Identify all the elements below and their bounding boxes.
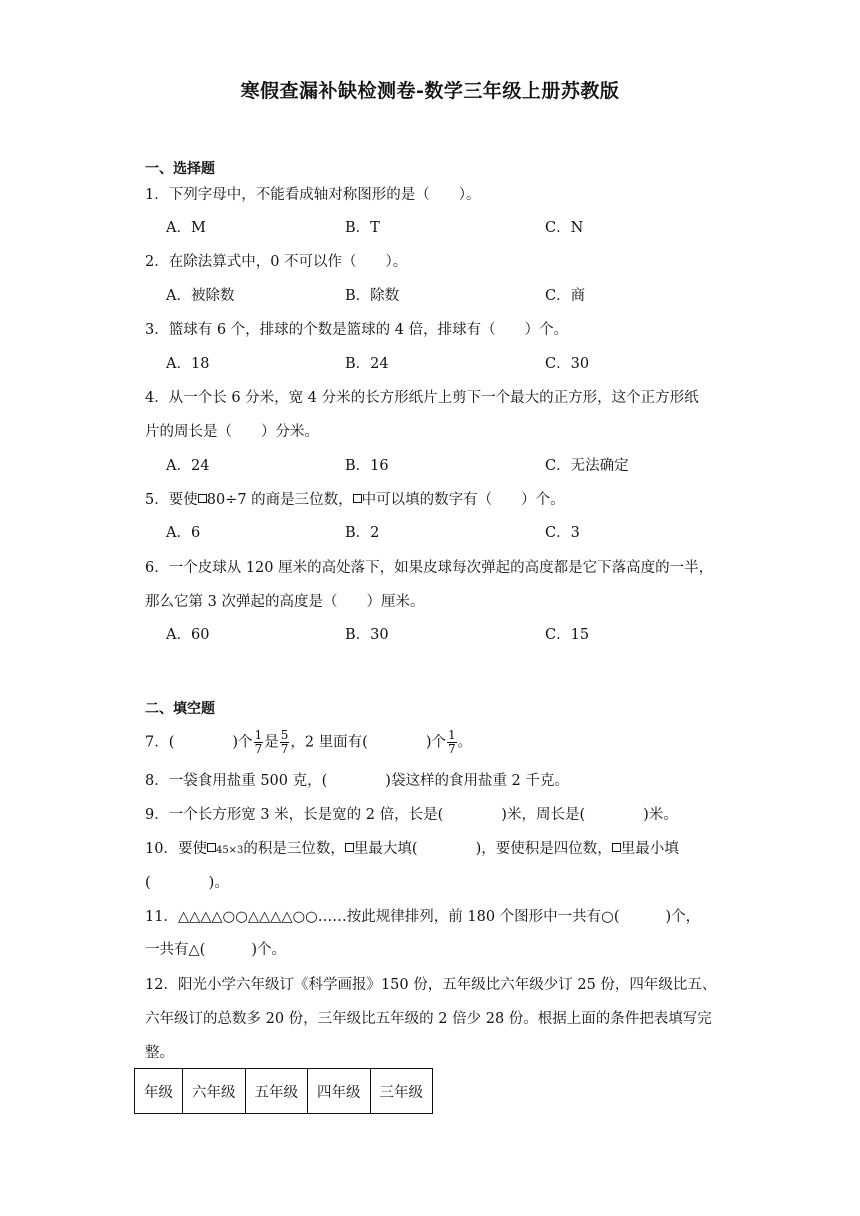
q8-text: 8．一袋食用盐重 500 克，( (145, 773, 328, 789)
table-cell: 五年级 (245, 1069, 308, 1114)
fraction (280, 729, 290, 756)
question-6-line1: 6．一个皮球从 120 厘米的高处落下，如果皮球每次弹起的高度都是它下落高度的一半， (145, 560, 714, 576)
q7-text: )个 (232, 734, 253, 751)
question-1: 1．下列字母中，不能看成轴对称图形的是（ ）。 (145, 187, 481, 203)
blank-box-icon (353, 494, 362, 503)
q11-text: 一共有△( (145, 942, 206, 958)
q4-option-c: C．无法确定 (545, 458, 629, 474)
fraction-denominator: 7 (448, 742, 456, 756)
q2-option-b: B．除数 (345, 288, 400, 304)
q10-expression: 45×3 (215, 845, 244, 856)
q5-suffix: 中可以填的数字有（ ）个。 (361, 492, 565, 508)
question-12-line2: 六年级订的总数多 20 份，三年级比五年级的 2 倍少 28 份。根据上面的条件把表填写完 (145, 1011, 712, 1027)
table-cell: 四年级 (308, 1069, 371, 1114)
table-row (135, 1069, 433, 1114)
question-2: 2．在除法算式中，0 不可以作（ ）。 (145, 254, 408, 270)
q7-text: ，2 里面有( (290, 734, 368, 751)
q10-text: 10．要使 (145, 841, 207, 857)
q7-text: 。 (457, 734, 473, 751)
page-title: 寒假查漏补缺检测卷-数学三年级上册苏教版 (240, 80, 620, 102)
table-cell: 年级 (135, 1069, 183, 1114)
table-cell: 六年级 (183, 1069, 246, 1114)
q4-option-b: B．16 (345, 458, 389, 474)
q11-text: )个。 (251, 942, 286, 958)
q6-option-a: A．60 (166, 627, 210, 643)
q9-text: )米。 (643, 807, 678, 823)
question-6-line2: 那么它第 3 次弹起的高度是（ ）厘米。 (145, 594, 425, 610)
section-heading-fill: 二、填空题 (145, 701, 215, 717)
q10-text: 里最小填 (620, 841, 679, 857)
question-4-line1: 4．从一个长 6 分米，宽 4 分米的长方形纸片上剪下一个最大的正方形，这个正方形纸 (145, 390, 699, 406)
q3-option-b: B．24 (345, 356, 389, 372)
q5-prefix: 5．要使 (145, 492, 198, 508)
table-cell: 三年级 (370, 1069, 433, 1114)
q10-text: )。 (208, 875, 229, 891)
q10-text: )，要使积是四位数， (475, 841, 612, 857)
q3-option-c: C．30 (545, 356, 590, 372)
q10-text: 里最大填( (353, 841, 418, 857)
grade-table (134, 1068, 433, 1114)
blank-box-icon (198, 494, 207, 503)
q5-option-a: A．6 (166, 525, 201, 541)
section-heading-choice: 一、选择题 (145, 161, 215, 177)
question-11-line2 (145, 940, 286, 960)
question-8 (145, 771, 569, 791)
question-12-line3: 整。 (145, 1045, 174, 1061)
q8-text: )袋这样的食用盐重 2 千克。 (385, 773, 569, 789)
question-4-line2: 片的周长是（ ）分米。 (145, 424, 319, 440)
q7-text: 7．( (145, 734, 175, 751)
q11-text: 11．△△△△○○△△△△○○……按此规律排列，前 180 个图形中一共有○( (145, 909, 620, 925)
question-12-line1: 12．阳光小学六年级订《科学画报》150 份，五年级比六年级少订 25 份，四年级比五、 (145, 977, 717, 993)
fraction-denominator: 7 (254, 742, 263, 756)
q2-option-c: C．商 (545, 288, 586, 304)
q1-option-a: A．M (166, 220, 206, 236)
fraction (447, 729, 457, 756)
fraction-numerator: 1 (254, 728, 263, 742)
q10-text: 的积是三位数， (243, 841, 345, 857)
q1-option-b: B．T (345, 220, 380, 236)
q4-option-a: A．24 (166, 458, 210, 474)
q9-text: 9．一个长方形宽 3 米，长是宽的 2 倍，长是( (145, 807, 444, 823)
q2-option-a: A．被除数 (166, 288, 235, 304)
q10-text: ( (145, 875, 151, 891)
q6-option-c: C．15 (545, 627, 590, 643)
q7-text: )个 (425, 734, 447, 751)
q11-text: )个， (665, 909, 701, 925)
blank-box-icon (345, 843, 354, 852)
question-7 (145, 729, 472, 756)
q5-option-b: B．2 (345, 525, 380, 541)
fraction-denominator: 7 (280, 742, 289, 756)
question-5 (145, 490, 565, 510)
fraction-numerator: 5 (280, 728, 289, 742)
question-11-line1 (145, 907, 700, 927)
q7-text: 是 (264, 734, 279, 751)
fraction (254, 729, 264, 756)
blank-box-icon (207, 843, 216, 852)
question-9 (145, 805, 678, 825)
q5-option-c: C．3 (545, 525, 580, 541)
question-10-line2 (145, 873, 229, 893)
q1-option-c: C．N (545, 220, 584, 236)
question-10-line1 (145, 839, 679, 861)
q9-text: )米，周长是( (501, 807, 586, 823)
q5-mid: 80÷7 的商是三位数， (206, 492, 353, 508)
q3-option-a: A．18 (166, 356, 210, 372)
blank-box-icon (612, 843, 621, 852)
question-3: 3．篮球有 6 个，排球的个数是篮球的 4 倍，排球有（ ）个。 (145, 322, 569, 338)
fraction-numerator: 1 (448, 728, 456, 742)
q6-option-b: B．30 (345, 627, 389, 643)
